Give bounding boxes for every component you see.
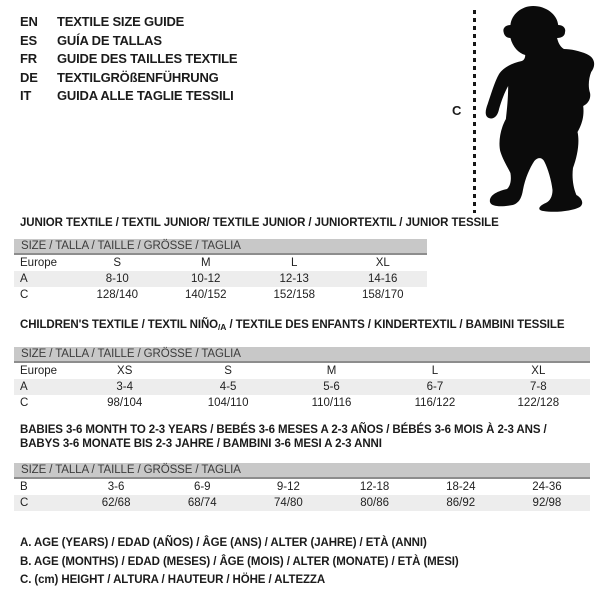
size-cell: 98/104 — [107, 397, 143, 409]
size-cell: 116/122 — [414, 397, 456, 409]
size-cell: XS — [117, 365, 133, 377]
size-cell: 12-18 — [359, 481, 390, 493]
babies-size-table — [14, 463, 590, 511]
row-label: C — [20, 397, 29, 409]
table-row — [14, 379, 590, 395]
language-row — [20, 69, 237, 88]
size-cell: L — [291, 257, 298, 269]
language-title: TEXTILGRÖßENFÜHRUNG — [57, 69, 219, 85]
size-cell: 18-24 — [446, 481, 476, 493]
size-cell: M — [326, 365, 337, 377]
size-cell: M — [200, 257, 211, 269]
language-row — [20, 50, 237, 69]
legend-note-c: C. (cm) HEIGHT / ALTURA / HAUTEUR / HÖHE / ALTEZZA — [20, 574, 326, 587]
language-row — [20, 13, 237, 32]
language-code: ES — [20, 32, 37, 48]
size-cell: 128/140 — [96, 289, 139, 301]
babies-title-line1: BABIES 3-6 MONTH TO 2-3 YEARS / BEBÉS 3-6 MESES A 2-3 AÑOS / BÉBÉS 3-6 MOIS À 2-3 ANS / — [20, 424, 547, 436]
row-label: A — [20, 273, 28, 285]
size-cell: 9-12 — [276, 481, 300, 493]
language-row — [20, 32, 237, 51]
language-title: GUIDE DES TAILLES TEXTILE — [57, 51, 238, 67]
size-cell: 6-7 — [426, 381, 444, 393]
size-cell: 140/152 — [184, 289, 227, 301]
language-code: DE — [20, 69, 38, 85]
size-cell: 152/158 — [273, 289, 316, 301]
size-cell: 122/128 — [517, 397, 560, 409]
junior-size-table — [14, 239, 427, 303]
size-cell: 7-8 — [530, 381, 547, 393]
children-size-table — [14, 347, 590, 411]
language-row — [20, 87, 237, 106]
row-label: Europe — [20, 257, 58, 269]
row-label: Europe — [20, 365, 58, 377]
baby-silhouette — [482, 6, 598, 213]
legend-note-a: A. AGE (YEARS) / EDAD (AÑOS) / ÂGE (ANS) / ALTER (JAHRE) / ETÀ (ANNI) — [20, 537, 427, 549]
size-cell: 3-4 — [116, 381, 134, 393]
size-cell: 6-9 — [193, 481, 211, 493]
children-title-pre: CHILDREN'S TEXTILE / TEXTIL NIÑO — [20, 319, 219, 331]
language-code: EN — [20, 14, 38, 29]
size-cell: 80/86 — [360, 497, 389, 509]
size-cell: 110/116 — [311, 397, 352, 409]
size-cell: L — [431, 365, 439, 377]
size-header-bar: SIZE / TALLA / TAILLE / GRÖSSE / TAGLIA — [14, 239, 427, 255]
size-cell: 158/170 — [361, 289, 404, 301]
legend-notes — [20, 534, 459, 590]
language-code: IT — [20, 88, 32, 104]
size-cell: 74/80 — [274, 497, 303, 509]
size-cell: 8-10 — [105, 273, 129, 285]
row-label: A — [20, 381, 28, 393]
table-row — [14, 363, 590, 379]
size-cell: 14-16 — [368, 273, 398, 285]
size-cell: 12-13 — [279, 273, 309, 285]
language-title: GUIDA ALLE TAGLIE TESSILI — [57, 88, 234, 104]
children-title-subscript: /A — [218, 322, 227, 332]
size-cell: S — [113, 257, 122, 269]
height-measure-dashed-line — [473, 10, 476, 213]
row-label: B — [20, 481, 28, 493]
language-title-block — [20, 13, 237, 106]
size-header-bar: SIZE / TALLA / TAILLE / GRÖSSE / TAGLIA — [14, 463, 590, 479]
children-table-title — [20, 319, 564, 332]
children-title-post: / TEXTILE DES ENFANTS / KINDERTEXTIL / BAMBINI TESSILE — [226, 319, 565, 331]
legend-note-b: B. AGE (MONTHS) / EDAD (MESES) / ÂGE (MOIS) / ALTER (MONATE) / ETÀ (MESI) — [20, 555, 459, 568]
size-header-bar: SIZE / TALLA / TAILLE / GRÖSSE / TAGLIA — [14, 347, 590, 363]
language-code: FR — [20, 51, 37, 67]
row-label: C — [20, 289, 29, 301]
babies-title-line2: BABYS 3-6 MONATE BIS 2-3 JAHRE / BAMBINI 3-6 MESI A 2-3 ANNI — [20, 437, 382, 450]
size-cell: 4-5 — [219, 381, 237, 393]
size-cell: 92/98 — [532, 497, 562, 509]
table-row — [14, 495, 590, 511]
table-row — [14, 255, 427, 271]
language-title: TEXTILE SIZE GUIDE — [57, 14, 185, 29]
table-row — [14, 287, 427, 303]
size-cell: 24-36 — [532, 481, 562, 493]
size-cell: 5-6 — [323, 381, 340, 393]
size-cell: 86/92 — [446, 497, 476, 509]
size-cell: 104/110 — [207, 397, 249, 409]
size-cell: 62/68 — [101, 497, 131, 509]
size-cell: 68/74 — [187, 497, 217, 509]
size-cell: S — [224, 365, 232, 377]
babies-table-title — [20, 424, 547, 451]
size-cell: 10-12 — [191, 273, 221, 285]
table-row — [14, 479, 590, 495]
table-row — [14, 395, 590, 411]
size-cell: 3-6 — [107, 481, 125, 493]
row-label: C — [20, 497, 29, 509]
size-cell: XL — [375, 257, 390, 269]
size-cell: XL — [531, 365, 546, 377]
junior-table-title: JUNIOR TEXTILE / TEXTIL JUNIOR/ TEXTILE JUNIOR / JUNIORTEXTIL / JUNIOR TESSILE — [20, 217, 499, 229]
measure-label-c: C — [452, 103, 462, 118]
language-title: GUÍA DE TALLAS — [57, 32, 162, 48]
table-row — [14, 271, 427, 287]
